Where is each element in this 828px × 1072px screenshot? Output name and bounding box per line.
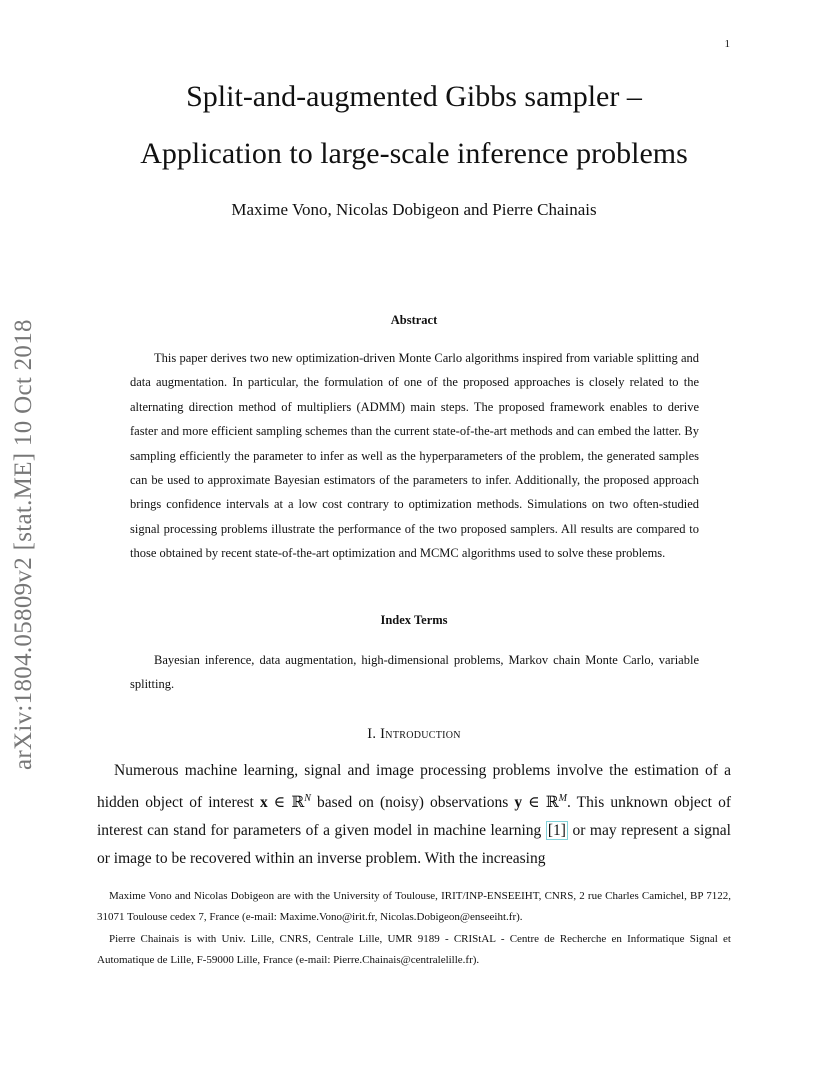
paper-title-line-1: Split-and-augmented Gibbs sampler – bbox=[186, 80, 642, 113]
intro-text-part-1: Numerous machine learning, signal and image processing problems involve the estimation of a hidden object of interest bbox=[97, 762, 731, 812]
math-in-R: ∈ ℝ bbox=[267, 794, 305, 812]
section-heading-introduction bbox=[0, 726, 828, 743]
introduction-paragraph bbox=[97, 757, 731, 873]
math-x-symbol: x bbox=[259, 794, 268, 812]
abstract-text: This paper derives two new optimization-driven Monte Carlo algorithms inspired from variable splitting and data augmentation. In particular, the formulation of one of the proposed approaches is closely related to the alternating direction method of multipliers (ADMM) main steps. The proposed framework enables to derive faster and more efficient sampling schemes than the current state-of-the-art methods and can embed the latter. By sampling efficiently the parameter to infer as well as the hyperparameters of the problem, the generated samples can be used to approximate Bayesian estimators of the parameters to infer. Additionally, the proposed approach brings confidence intervals at a low cost contrary to optimization methods. Simulations on two often-studied signal processing problems illustrate the performance of the two proposed samplers. All results are compared to those obtained by recent state-of-the-art optimization and MCMC algorithms used to solve these problems. bbox=[130, 351, 699, 561]
arxiv-identifier: arXiv:1804.05809v2 [stat.ME] 10 Oct 2018 bbox=[10, 319, 37, 770]
math-in-R: ∈ ℝ bbox=[522, 794, 559, 812]
author-list: Maxime Vono, Nicolas Dobigeon and Pierre Chainais bbox=[231, 200, 597, 219]
intro-text-part-3: . This unknown object of interest can stand for parameters of a given model in machine learning bbox=[97, 794, 731, 840]
math-M-exponent: M bbox=[558, 793, 567, 804]
footnote-affiliation-2: Pierre Chainais is with Univ. Lille, CNRS, Centrale Lille, UMR 9189 - CRIStAL - Centre de Recherche en Informatique Signal et Automatique de Lille, F-59000 Lille, France (e-mail: Pierre.Chainais@centralelille.fr). bbox=[97, 933, 731, 966]
math-y-in-RM bbox=[514, 794, 567, 811]
paper-title-line-2: Application to large-scale inference problems bbox=[140, 137, 688, 170]
citation-link-1[interactable]: [1] bbox=[547, 822, 566, 840]
intro-text-part-2: based on (noisy) observations bbox=[310, 794, 515, 812]
page-number: 1 bbox=[724, 38, 730, 50]
section-heading-text: I. Introduction bbox=[367, 726, 461, 742]
intro-text-part-4: or may represent a signal or image to be recovered within an inverse problem. With the increasing bbox=[97, 822, 731, 868]
index-terms-heading: Index Terms bbox=[380, 613, 448, 627]
abstract-heading: Abstract bbox=[390, 313, 438, 327]
math-y-symbol: y bbox=[514, 794, 523, 812]
index-terms-text: Bayesian inference, data augmentation, high-dimensional problems, Markov chain Monte Carlo, variable splitting. bbox=[130, 653, 699, 692]
math-N-exponent: N bbox=[304, 793, 311, 804]
footnote-affiliation-1: Maxime Vono and Nicolas Dobigeon are with the University of Toulouse, IRIT/INP-ENSEEIHT, CNRS, 2 rue Charles Camichel, BP 7122, 31071 Toulouse cedex 7, France (e-mail: Maxime.Vono@irit.fr, Nicolas.Dobigeon@enseeiht.fr). bbox=[97, 890, 731, 923]
math-x-in-RN bbox=[260, 794, 311, 811]
